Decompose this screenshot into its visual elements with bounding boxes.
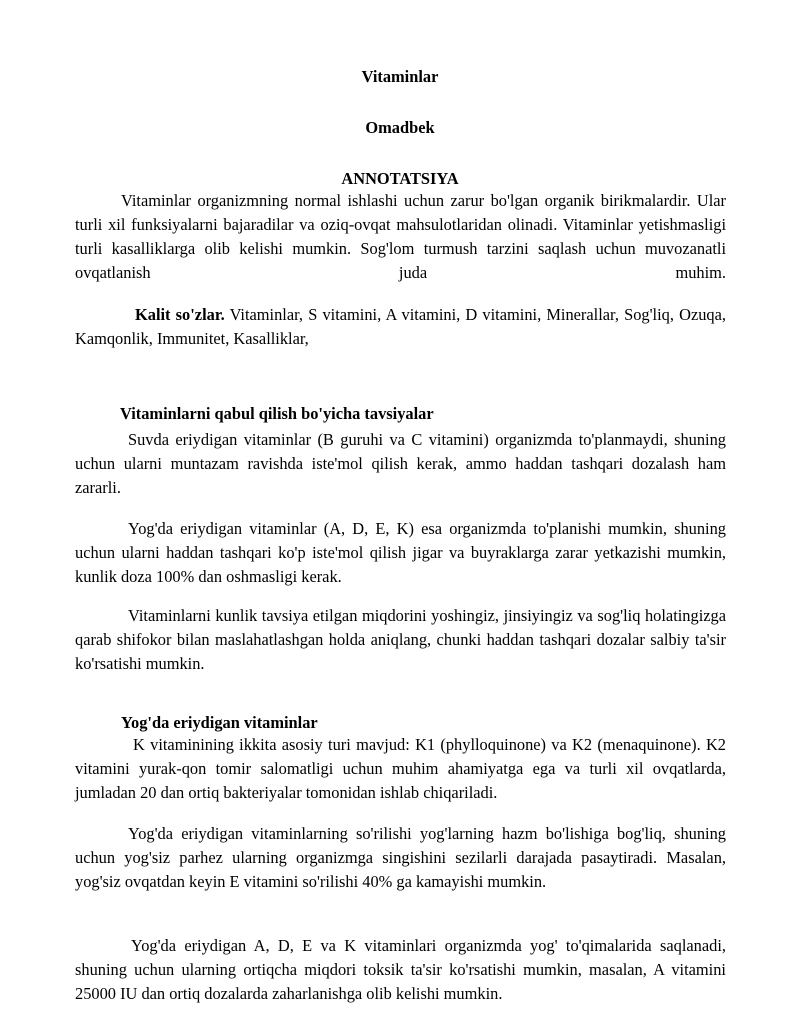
section-paragraph: Yog'da eriydigan vitaminlarning so'rilishi yog'larning hazm bo'lishiga bog'liq, shuning uchun yog'siz parhez ularning organizmga singishini sezilarli darajada pasaytiradi. Masalan, yog'siz ovqatdan keyin E vitamini so'rilishi 40% ga kamayishi mumkin. <box>75 824 726 891</box>
document-title: Vitaminlar <box>361 67 439 86</box>
keywords-list: Vitaminlar, S vitamini, A vitamini, D vitamini, Minerallar, Sog'liq, Ozuqa, Kamqonlik, Immunitet, Kasalliklar, <box>75 305 726 348</box>
annotation-heading: ANNOTATSIYA <box>341 169 459 188</box>
author-name: Omadbek <box>365 118 435 137</box>
section-paragraph: Vitaminlarni kunlik tavsiya etilgan miqdorini yoshingiz, jinsiyingiz va sog'liq holatingizga qarab shifokor bilan maslahatlashgan holda aniqlang, chunki haddan tashqari dozalar salbiy ta'sir ko'rsatishi mumkin. <box>75 606 726 673</box>
section-heading: Vitaminlarni qabul qilish bo'yicha tavsiyalar <box>120 404 434 423</box>
keywords-paragraph <box>75 303 726 351</box>
annotation-text: Vitaminlar organizmning normal ishlashi uchun zarur bo'lgan organik birikmalardir. Ular turli xil funksiyalarni bajaradilar va oziq-ovqat mahsulotlaridan olinadi. Vitaminlar yetishmasligi turli kasalliklarga olib kelishi mumkin. Sog'lom turmush tarzini saqlash uchun muvozanatli ovqatlanish juda muhim. <box>75 191 726 282</box>
section-paragraph: K vitaminining ikkita asosiy turi mavjud: K1 (phylloquinone) va K2 (menaquinone). K2 vitamini yurak-qon tomir salomatligi uchun muhim ahamiyatga ega va turli xil ovqatlarda, jumladan 20 dan ortiq bakteriyalar tomonidan ishlab chiqariladi. <box>75 735 726 802</box>
section-heading: Yog'da eriydigan vitaminlar <box>121 713 318 732</box>
keywords-label: Kalit so'zlar. <box>135 305 225 324</box>
section-paragraph: Suvda eriydigan vitaminlar (B guruhi va C vitamini) organizmda to'planmaydi, shuning uchun ularni muntazam ravishda iste'mol qilish kerak, ammo haddan tashqari dozalash ham zararli. <box>75 430 726 497</box>
section-paragraph: Yog'da eriydigan vitaminlar (A, D, E, K) esa organizmda to'planishi mumkin, shuning uchun ularni haddan tashqari ko'p iste'mol qilish jigar va buyraklarga zarar yetkazishi mumkin, kunlik doza 100% dan oshmasligi kerak. <box>75 519 726 586</box>
section-paragraph: Yog'da eriydigan A, D, E va K vitaminlari organizmda yog' to'qimalarida saqlanadi, shuning uchun ularning ortiqcha miqdori toksik ta'sir ko'rsatishi mumkin, masalan, A vitamini 25000 IU dan ortiq dozalarda zaharlanishga olib kelishi mumkin. <box>75 936 726 1003</box>
